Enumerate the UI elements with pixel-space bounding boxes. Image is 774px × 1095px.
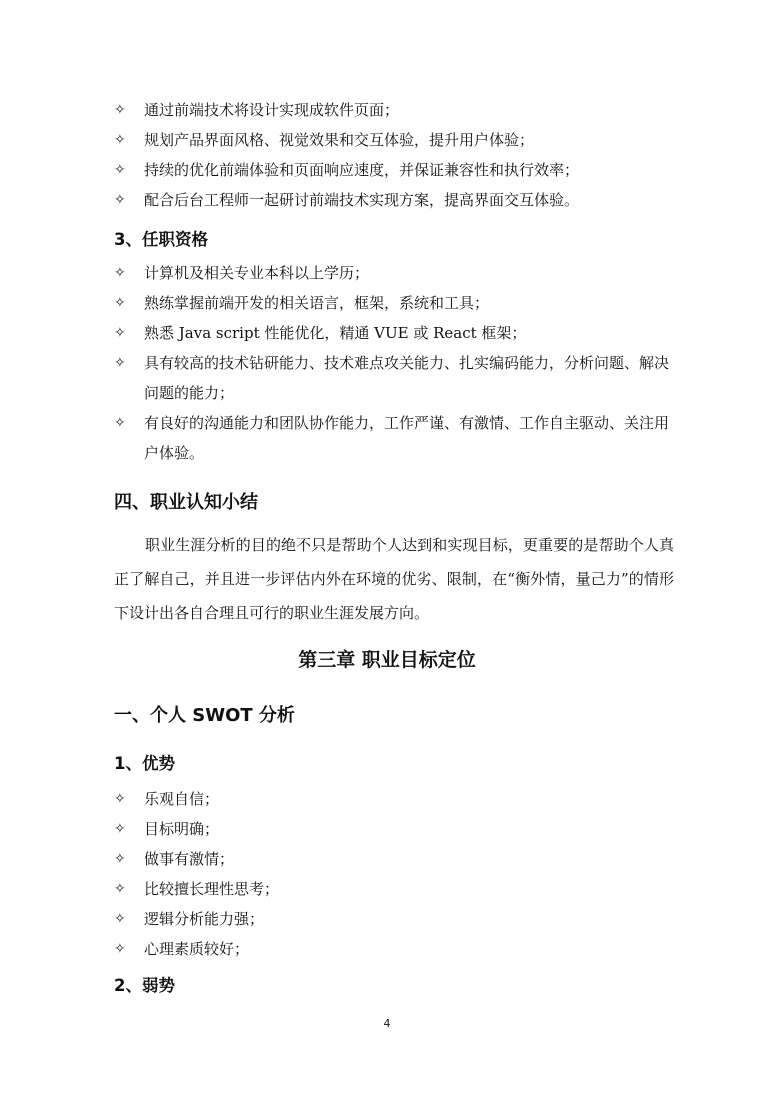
list-item <box>114 155 674 185</box>
bullet-diamond-icon: ✧ <box>114 325 126 341</box>
bullet-diamond-icon: ✧ <box>114 295 126 311</box>
list-item <box>114 784 674 814</box>
list-item <box>114 874 674 904</box>
list-item-text: 配合后台工程师一起研讨前端技术实现方案，提高界面交互体验。 <box>144 191 580 209</box>
list-item-text: 具有较高的技术钻研能力、技术难点攻关能力、扎实编码能力，分析问题、解决问题的能力； <box>144 354 670 402</box>
swot-heading: 一、个人 SWOT 分析 <box>114 705 295 726</box>
bullet-diamond-icon: ✧ <box>114 911 126 927</box>
list-item <box>114 185 674 215</box>
bullet-diamond-icon: ✧ <box>114 791 126 807</box>
bullet-diamond-icon: ✧ <box>114 881 126 897</box>
list-item-text: 有良好的沟通能力和团队协作能力，工作严谨、有激情、工作自主驱动、关注用户体验。 <box>144 414 670 462</box>
strengths-list <box>114 784 674 964</box>
qualifications-heading: 3、任职资格 <box>114 230 208 249</box>
bullet-diamond-icon: ✧ <box>114 941 126 957</box>
list-item <box>114 348 674 408</box>
bullet-diamond-icon: ✧ <box>114 821 126 837</box>
list-item-text: 熟练掌握前端开发的相关语言，框架，系统和工具； <box>144 294 490 312</box>
weaknesses-heading: 2、弱势 <box>114 976 175 995</box>
list-item-text: 目标明确； <box>144 820 220 838</box>
list-item <box>114 934 674 964</box>
list-item <box>114 814 674 844</box>
bullet-diamond-icon: ✧ <box>114 355 126 371</box>
bullet-diamond-icon: ✧ <box>114 132 126 148</box>
list-item-text: 做事有激情； <box>144 850 235 868</box>
list-item <box>114 408 674 468</box>
list-item <box>114 258 674 288</box>
qualifications-list <box>114 258 674 468</box>
summary-heading: 四、职业认知小结 <box>114 492 258 513</box>
list-item-text: 心理素质较好； <box>144 940 250 958</box>
list-item <box>114 318 674 348</box>
list-item <box>114 904 674 934</box>
strengths-heading: 1、优势 <box>114 754 175 773</box>
bullet-diamond-icon: ✧ <box>114 265 126 281</box>
summary-paragraph: 职业生涯分析的目的绝不只是帮助个人达到和实现目标，更重要的是帮助个人真正了解自己，并且进一步评估内外在环境的优劣、限制，在“衡外情，量己力”的情形下设计出各自合理且可行的职业生涯发展方向。 <box>114 536 674 622</box>
list-item <box>114 844 674 874</box>
list-item-text: 逻辑分析能力强； <box>144 910 265 928</box>
list-item-text: 持续的优化前端体验和页面响应速度，并保证兼容性和执行效率； <box>144 161 580 179</box>
list-item-text: 比较擅长理性思考； <box>144 880 280 898</box>
bullet-diamond-icon: ✧ <box>114 162 126 178</box>
list-item-text: 计算机及相关专业本科以上学历； <box>144 264 370 282</box>
bullet-diamond-icon: ✧ <box>114 415 126 431</box>
duties-list <box>114 95 674 215</box>
list-item-text: 乐观自信； <box>144 790 220 808</box>
list-item <box>114 125 674 155</box>
chapter-title: 第三章 职业目标定位 <box>298 649 476 671</box>
bullet-diamond-icon: ✧ <box>114 102 126 118</box>
list-item <box>114 95 674 125</box>
list-item-text: 通过前端技术将设计实现成软件页面； <box>144 101 400 119</box>
list-item-text: 规划产品界面风格、视觉效果和交互体验，提升用户体验； <box>144 131 535 149</box>
bullet-diamond-icon: ✧ <box>114 851 126 867</box>
page-number: 4 <box>383 1017 391 1030</box>
list-item <box>114 288 674 318</box>
list-item-text: 熟悉 Java script 性能优化，精通 VUE 或 React 框架； <box>144 324 527 342</box>
bullet-diamond-icon: ✧ <box>114 192 126 208</box>
